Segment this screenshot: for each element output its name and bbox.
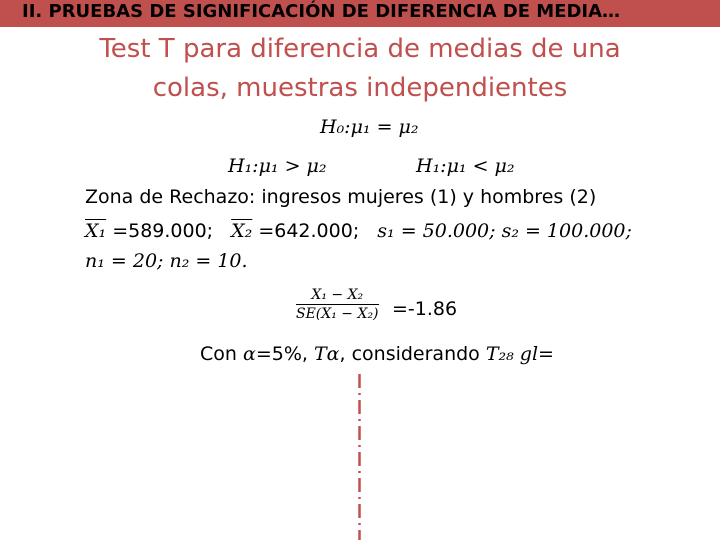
std-dev-values: s₁ = 50.000; s₂ = 100.000;: [377, 220, 632, 242]
fraction-numerator: X₁ − X₂: [296, 287, 379, 305]
slide-title-line-1: Test T para diferencia de medias de una: [99, 34, 621, 64]
alt-hypothesis-greater: H₁:μ₁ > μ₂: [228, 155, 327, 177]
t-alpha-symbol: Tα: [313, 343, 340, 365]
conclusion-prefix: Con: [200, 343, 243, 365]
alpha-value: =5%,: [255, 343, 314, 365]
x2-value: =642.000;: [252, 220, 360, 242]
conclusion-middle: , considerando: [339, 343, 486, 365]
alpha-symbol: α: [242, 343, 256, 365]
slide-title: [40, 30, 680, 108]
t-gl-symbol: T₂₈ gl: [485, 343, 539, 365]
x1-value: =589.000;: [106, 220, 214, 242]
slide-title-line-2: colas, muestras independientes: [152, 73, 568, 103]
x2-bar-symbol: X₂: [231, 220, 253, 242]
rejection-zone-text: Zona de Rechazo: ingresos mujeres (1) y hombres (2): [85, 186, 597, 208]
null-hypothesis: H₀:μ₁ = μ₂: [320, 116, 419, 138]
t-statistic-value: =-1.86: [392, 298, 458, 320]
header-bar: [0, 0, 720, 27]
alt-hypothesis-less: H₁:μ₁ < μ₂: [416, 155, 515, 177]
conclusion-suffix: =: [538, 343, 554, 365]
sample-means-line: [85, 220, 632, 242]
fraction-denominator: SE(X₁ − X₂): [296, 306, 379, 322]
sample-sizes: n₁ = 20; n₂ = 10.: [85, 250, 248, 272]
x1-bar-symbol: X₁: [85, 220, 107, 242]
conclusion-line: [200, 343, 554, 365]
dashed-vertical-line: [358, 374, 361, 540]
t-statistic-fraction: [296, 287, 379, 322]
header-title: II. PRUEBAS DE SIGNIFICACIÓN DE DIFERENCIA DE MEDIA…: [22, 1, 621, 22]
